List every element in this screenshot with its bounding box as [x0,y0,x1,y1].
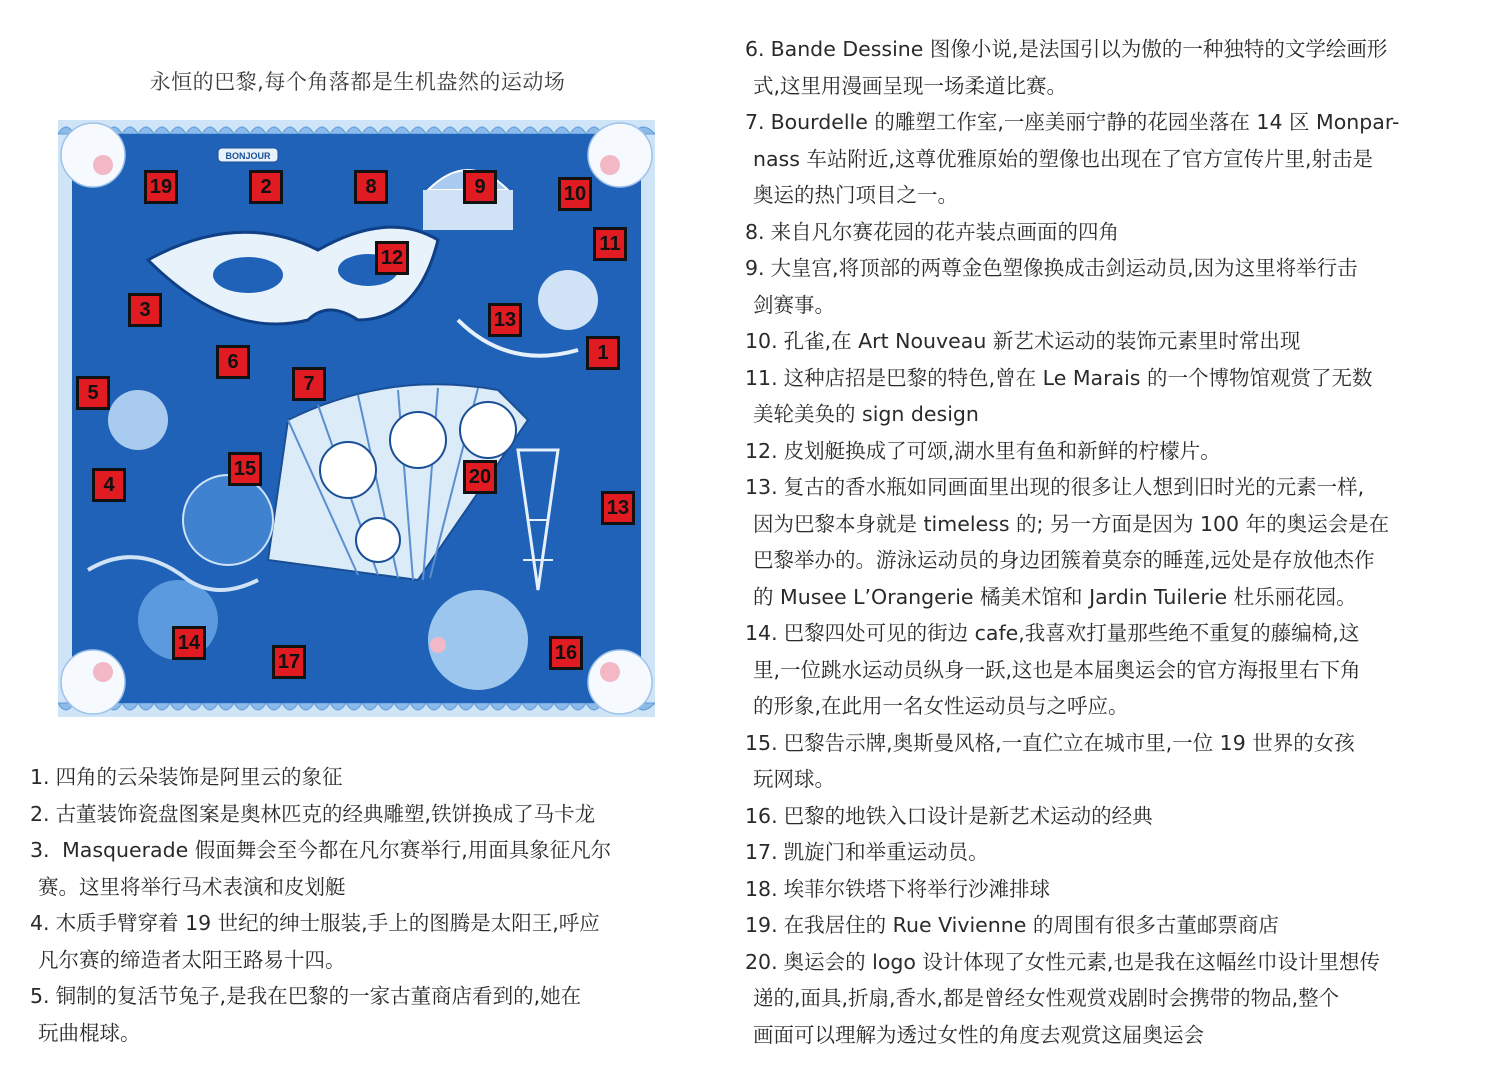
marker-11: 11 [593,227,627,261]
note-item-2: 2. 古董装饰瓷盘图案是奥林匹克的经典雕塑,铁饼换成了马卡龙 [30,801,596,826]
marker-5: 5 [76,376,110,410]
note-item-6: 6. Bande Dessine 图像小说,是法国引以为傲的一种独特的文学绘画形 [745,37,1388,61]
marker-13-right: 13 [601,491,635,525]
note-item-20-cont-2: 画面可以理解为透过女性的角度去观赏这届奥运会 [753,1022,1204,1047]
flower-tr [600,155,620,175]
marker-19: 19 [144,170,178,204]
notes-list-right [745,31,1480,1053]
marker-7: 7 [292,367,326,401]
marker-4: 4 [92,468,126,502]
note-item-14-cont-2: 的形象,在此用一名女性运动员与之呼应。 [753,694,1129,718]
note-item-9-cont: 剑赛事。 [753,292,835,317]
note-item-7: 7. Bourdelle 的雕塑工作室,一座美丽宁静的花园坐落在 14 区 Monpar- [745,110,1400,134]
note-item-13-cont-3: 的 Musee L’Orangerie 橘美术馆和 Jardin Tuilerie 杜乐丽花园。 [753,584,1357,609]
note-item-12: 12. 皮划艇换成了可颂,湖水里有鱼和新鲜的柠檬片。 [745,438,1221,463]
marker-14: 14 [172,626,206,660]
note-item-7-cont-1: nass 车站附近,这尊优雅原始的塑像也出现在了官方宣传片里,射击是 [753,146,1373,171]
corner-cloud-tl [61,123,125,187]
scalloped-border-top [58,127,655,134]
note-item-9: 9. 大皇宫,将顶部的两尊金色塑像换成击剑运动员,因为这里将举行击 [745,256,1358,280]
note-item-7-cont-2: 奥运的热门项目之一。 [753,183,958,207]
marker-16: 16 [549,636,583,670]
flower-tl [93,155,113,175]
note-item-1: 1. 四角的云朵装饰是阿里云的象征 [30,765,343,789]
bonjour-banner: BONJOUR [225,151,271,161]
marker-1: 1 [586,336,620,370]
note-item-8: 8. 来自凡尔赛花园的花卉装点画面的四角 [745,219,1120,244]
note-item-15: 15. 巴黎告示牌,奥斯曼风格,一直伫立在城市里,一位 19 世界的女孩 [745,730,1355,755]
marker-10: 10 [558,177,592,211]
marker-2: 2 [249,170,283,204]
note-item-6-cont: 式,这里用漫画呈现一场柔道比赛。 [753,73,1068,98]
note-item-19: 19. 在我居住的 Rue Vivienne 的周围有很多古董邮票商店 [745,913,1279,937]
note-item-3: 3. Masquerade 假面舞会至今都在凡尔赛举行,用面具象征凡尔 [30,838,612,862]
note-item-11: 11. 这种店招是巴黎的特色,曾在 Le Marais 的一个博物馆观赏了无数 [745,365,1373,390]
scalloped-border-bottom [58,703,655,710]
note-item-4: 4. 木质手臂穿着 19 世纪的绅士服装,手上的图腾是太阳王,呼应 [30,911,600,935]
marker-12: 12 [375,241,409,275]
flower-br [600,662,620,682]
note-item-5-cont: 玩曲棍球。 [38,1020,141,1045]
scarf-artwork [58,120,655,717]
marker-3: 3 [128,293,162,327]
note-item-4-cont: 凡尔赛的缔造者太阳王路易十四。 [38,947,346,972]
note-item-13: 13. 复古的香水瓶如同画面里出现的很多让人想到旧时光的元素一样, [745,475,1365,499]
marker-20: 20 [463,460,497,494]
marker-9: 9 [463,170,497,204]
note-item-3-cont: 赛。这里将举行马术表演和皮划艇 [38,874,346,899]
note-item-10: 10. 孔雀,在 Art Nouveau 新艺术运动的装饰元素里时常出现 [745,329,1301,353]
marker-8: 8 [354,170,388,204]
artwork-caption: 永恒的巴黎,每个角落都是生机盎然的运动场 [149,70,566,94]
note-item-20: 20. 奥运会的 logo 设计体现了女性元素,也是我在这幅丝巾设计里想传 [745,949,1380,974]
note-item-17: 17. 凯旋门和举重运动员。 [745,840,989,864]
note-item-15-cont: 玩网球。 [753,767,835,791]
corner-cloud-tr [588,123,652,187]
note-item-18: 18. 埃菲尔铁塔下将举行沙滩排球 [745,876,1051,901]
note-item-5: 5. 铜制的复活节兔子,是我在巴黎的一家古董商店看到的,她在 [30,984,582,1008]
note-item-14-cont-1: 里,一位跳水运动员纵身一跃,这也是本届奥运会的官方海报里右下角 [753,657,1361,682]
note-item-13-cont-1: 因为巴黎本身就是 timeless 的; 另一方面是因为 100 年的奥运会是在 [753,511,1390,536]
note-item-16: 16. 巴黎的地铁入口设计是新艺术运动的经典 [745,803,1153,828]
note-item-13-cont-2: 巴黎举办的。游泳运动员的身边团簇着莫奈的睡莲,远处是存放他杰作 [753,548,1375,572]
flower-mid [430,637,446,653]
note-item-14: 14. 巴黎四处可见的街边 cafe,我喜欢打量那些绝不重复的藤编椅,这 [745,621,1360,645]
note-item-11-cont: 美轮美奂的 sign design [753,402,979,426]
marker-17: 17 [272,645,306,679]
notes-list-left [30,759,695,1051]
marker-13-top: 13 [488,303,522,337]
marker-6: 6 [216,345,250,379]
marker-15: 15 [228,452,262,486]
corner-cloud-br [588,650,652,714]
flower-bl [93,662,113,682]
note-item-20-cont-1: 递的,面具,折扇,香水,都是曾经女性观赏戏剧时会携带的物品,整个 [753,986,1340,1010]
corner-cloud-bl [61,650,125,714]
